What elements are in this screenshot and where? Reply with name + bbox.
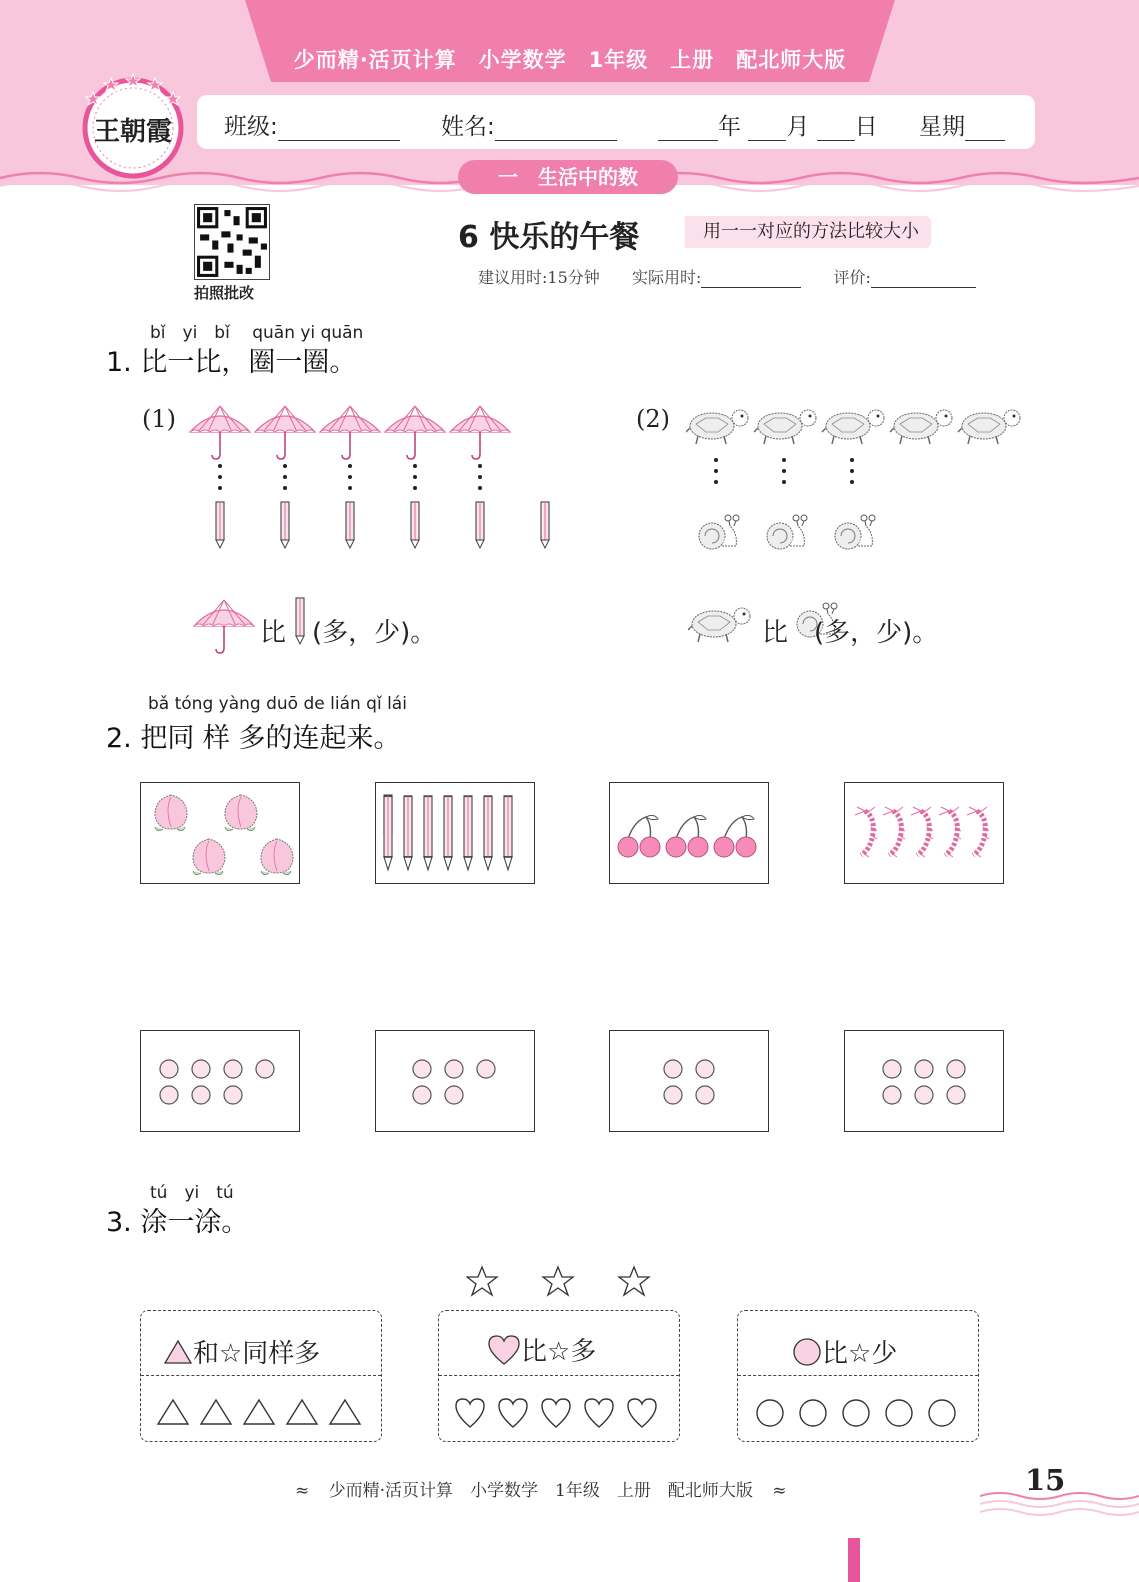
- umbrella-icon: [450, 406, 510, 459]
- peach-icon: [193, 839, 225, 875]
- q1-pinyin: bǐ yi bǐ quān yi quān: [150, 323, 364, 343]
- weekday-label: 星期: [918, 114, 965, 140]
- shrimp-icon: [967, 807, 989, 857]
- color-box-circles[interactable]: [737, 1310, 979, 1442]
- page-edge-tab: [848, 1538, 860, 1582]
- peach-icon: [155, 795, 187, 831]
- turtle-icon: [686, 410, 748, 444]
- picture-box-cherries[interactable]: [609, 782, 769, 884]
- turtle-icon: [822, 410, 884, 444]
- evaluation-label: 评价:: [833, 268, 871, 287]
- dot-box-7[interactable]: [140, 1030, 300, 1132]
- picture-box-peaches[interactable]: [140, 782, 300, 884]
- shrimp-icon: [911, 807, 933, 857]
- q1-part1-label: (1): [142, 405, 176, 433]
- pencil-icon: [216, 502, 224, 548]
- turtles-vs-snails: [686, 404, 1031, 554]
- q1-part2-label: (2): [636, 405, 670, 433]
- date-field[interactable]: [658, 108, 1005, 141]
- day-label: 日: [854, 114, 878, 140]
- cherry-icon: [618, 815, 660, 857]
- svg-text:王朝霞: 王朝霞: [93, 117, 173, 147]
- picture-box-pencils[interactable]: [375, 782, 535, 884]
- shrimp-icon: [883, 807, 905, 857]
- name-field[interactable]: [441, 108, 617, 141]
- box1-text: 和☆同样多: [193, 1339, 321, 1369]
- color-box-triangles[interactable]: [140, 1310, 382, 1442]
- umbrella-icon: [190, 406, 250, 459]
- shrimp-icon: [855, 807, 877, 857]
- footer-text: ≈ 少而精·活页计算 小学数学 1年级 上册 配北师大版 ≈: [295, 1481, 787, 1501]
- dot-box-6[interactable]: [844, 1030, 1004, 1132]
- pencil-icon: [476, 502, 484, 548]
- pencil-icon: [281, 502, 289, 548]
- umbrella-icon: [192, 596, 256, 656]
- cherry-icon: [666, 815, 708, 857]
- q1-title: 1. 比一比，圈一圈。: [106, 347, 357, 378]
- q2-title: 2. 把同 样 多的连起来。: [106, 723, 401, 754]
- color-box-hearts[interactable]: [438, 1310, 680, 1442]
- pencil-icon: [541, 502, 549, 548]
- cherry-icon: [714, 815, 756, 857]
- name-label: 姓名:: [441, 114, 495, 140]
- shrimp-icon: [939, 807, 961, 857]
- series-title: 少而精·活页计算 小学数学 1年级 上册 配北师大版: [293, 48, 847, 72]
- peach-icon: [225, 795, 257, 831]
- box3-text: 比☆少: [822, 1339, 898, 1369]
- lesson-title: 6 快乐的午餐: [458, 220, 640, 255]
- circle-row[interactable]: [752, 1397, 967, 1429]
- q2-pinyin: bǎ tóng yàng duō de lián qǐ lái: [148, 694, 407, 714]
- umbrella-icon: [255, 406, 315, 459]
- class-field[interactable]: [224, 108, 400, 141]
- heart-row[interactable]: [453, 1397, 668, 1431]
- month-label: 月: [786, 114, 810, 140]
- year-label: 年: [718, 114, 741, 140]
- turtle-icon: [688, 602, 754, 648]
- star-icon: [619, 1267, 649, 1295]
- page-number: 15: [1025, 1463, 1066, 1497]
- turtle-icon: [754, 410, 816, 444]
- heart-icon: [487, 1334, 521, 1366]
- circle-icon: [792, 1337, 822, 1367]
- dot-box-5[interactable]: [375, 1030, 535, 1132]
- star-icon: [467, 1267, 497, 1295]
- q1-answer2[interactable]: 比 (多，少)。: [762, 618, 939, 648]
- actual-time-label: 实际用时:: [631, 268, 702, 287]
- timing-row: [478, 265, 976, 288]
- brand-logo: [78, 70, 188, 180]
- qr-label: 拍照批改: [194, 284, 255, 302]
- unit-pill: 一 生活中的数: [458, 160, 678, 194]
- umbrella-icon: [320, 406, 380, 459]
- lesson-tag: 用一一对应的方法比较大小: [685, 216, 931, 248]
- umbrella-icon: [385, 406, 445, 459]
- turtle-icon: [890, 410, 952, 444]
- q3-pinyin: tú yi tú: [150, 1183, 234, 1203]
- snail-icon: [699, 515, 739, 549]
- pencil-icon: [411, 502, 419, 548]
- triangle-row[interactable]: [155, 1397, 370, 1427]
- umbrellas-vs-pencils: [188, 402, 568, 552]
- suggested-time: 建议用时:15分钟: [478, 268, 600, 287]
- pencil-icon: [346, 502, 354, 548]
- snail-icon: [767, 515, 807, 549]
- picture-box-shrimp[interactable]: [844, 782, 1004, 884]
- dot-box-4[interactable]: [609, 1030, 769, 1132]
- q3-title: 3. 涂一涂。: [106, 1207, 249, 1238]
- triangle-icon: [163, 1339, 193, 1365]
- star-icon: [543, 1267, 573, 1295]
- snail-icon: [835, 515, 875, 549]
- reference-stars: [466, 1264, 656, 1300]
- box2-text: 比☆多: [521, 1337, 597, 1367]
- qr-code-icon[interactable]: [194, 204, 270, 280]
- q1-answer1[interactable]: 比 (多，少)。: [260, 618, 437, 648]
- turtle-icon: [958, 410, 1020, 444]
- peach-icon: [261, 839, 293, 875]
- class-label: 班级:: [224, 114, 278, 140]
